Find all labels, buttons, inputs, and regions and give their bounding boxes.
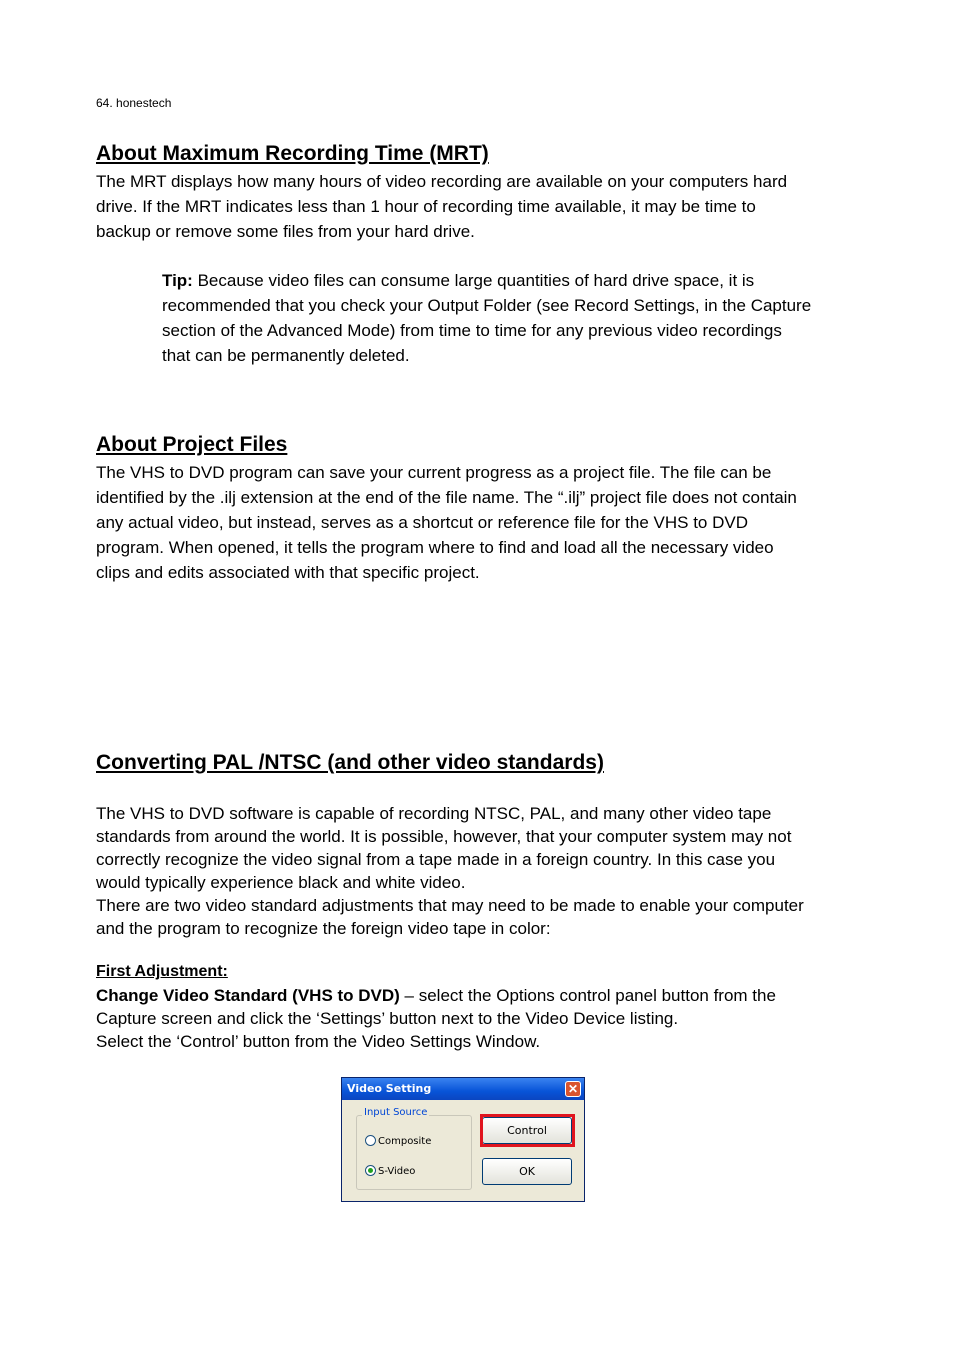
heading-converting: Converting PAL /NTSC (and other video standards) [96, 751, 604, 774]
dialog-titlebar [342, 1078, 584, 1100]
radio-selected-icon [365, 1165, 376, 1176]
radio-unselected-icon [365, 1135, 376, 1146]
first-adjustment-subheading: First Adjustment: [96, 963, 228, 980]
tip-line: section of the Advanced Mode) from time to time for any previous video recordings [162, 321, 782, 340]
input-source-label: Input Source [364, 1107, 428, 1118]
video-setting-dialog [341, 1077, 585, 1202]
mrt-line: drive. If the MRT indicates less than 1 hour of recording time available, it may be time to [96, 197, 756, 216]
radio-svideo-label: S-Video [378, 1166, 416, 1177]
close-icon[interactable]: ✕ [565, 1081, 581, 1097]
project-line: identified by the .ilj extension at the end of the file name. The “.ilj” project file does not contain [96, 488, 797, 507]
step-paragraph [96, 984, 866, 1053]
tip-line: recommended that you check your Output Folder (see Record Settings, in the Capture [162, 296, 812, 315]
project-line: The VHS to DVD program can save your current progress as a project file. The file can be [96, 463, 772, 482]
convert-paragraph [96, 802, 866, 940]
radio-svideo[interactable] [365, 1165, 415, 1177]
tip-paragraph [162, 268, 862, 368]
mrt-line: The MRT displays how many hours of video recording are available on your computers hard [96, 172, 788, 191]
ok-button[interactable]: OK [482, 1158, 572, 1185]
project-line: program. When opened, it tells the program where to find and load all the necessary video [96, 538, 774, 557]
tip-line: Because video files can consume large quantities of hard drive space, it is [192, 271, 755, 290]
step-bold: Change Video Standard (VHS to DVD) [96, 986, 400, 1005]
project-line: clips and edits associated with that specific project. [96, 563, 480, 582]
dialog-title: Video Setting [347, 1082, 432, 1095]
tip-line: that can be permanently deleted. [162, 346, 410, 365]
page-header: 64. honestech [96, 96, 172, 110]
convert-line: would typically experience black and white video. [96, 873, 466, 892]
step-line: Select the ‘Control’ button from the Video Settings Window. [96, 1032, 541, 1051]
heading-project-files: About Project Files [96, 433, 288, 456]
mrt-paragraph [96, 169, 866, 244]
convert-line: and the program to recognize the foreign video tape in color: [96, 919, 551, 938]
highlight-box [480, 1114, 575, 1147]
mrt-line: backup or remove some files from your hard drive. [96, 222, 475, 241]
project-line: any actual video, but instead, serves as a shortcut or reference file for the VHS to DVD [96, 513, 748, 532]
radio-composite-label: Composite [378, 1136, 432, 1147]
tip-label: Tip: [162, 271, 193, 290]
control-button[interactable]: Control [482, 1117, 572, 1144]
convert-line: standards from around the world. It is possible, however, that your computer system may not [96, 827, 792, 846]
convert-line: correctly recognize the video signal from a tape made in a foreign country. In this case you [96, 850, 776, 869]
convert-line: There are two video standard adjustments that may need to be made to enable your computer [96, 896, 804, 915]
convert-line: The VHS to DVD software is capable of recording NTSC, PAL, and many other video tape [96, 804, 772, 823]
heading-mrt: About Maximum Recording Time (MRT) [96, 142, 489, 165]
project-paragraph [96, 460, 866, 585]
step-line: – select the Options control panel button from the [399, 986, 776, 1005]
radio-composite[interactable] [365, 1135, 431, 1147]
input-source-group [356, 1115, 472, 1190]
step-line: Capture screen and click the ‘Settings’ button next to the Video Device listing. [96, 1009, 679, 1028]
